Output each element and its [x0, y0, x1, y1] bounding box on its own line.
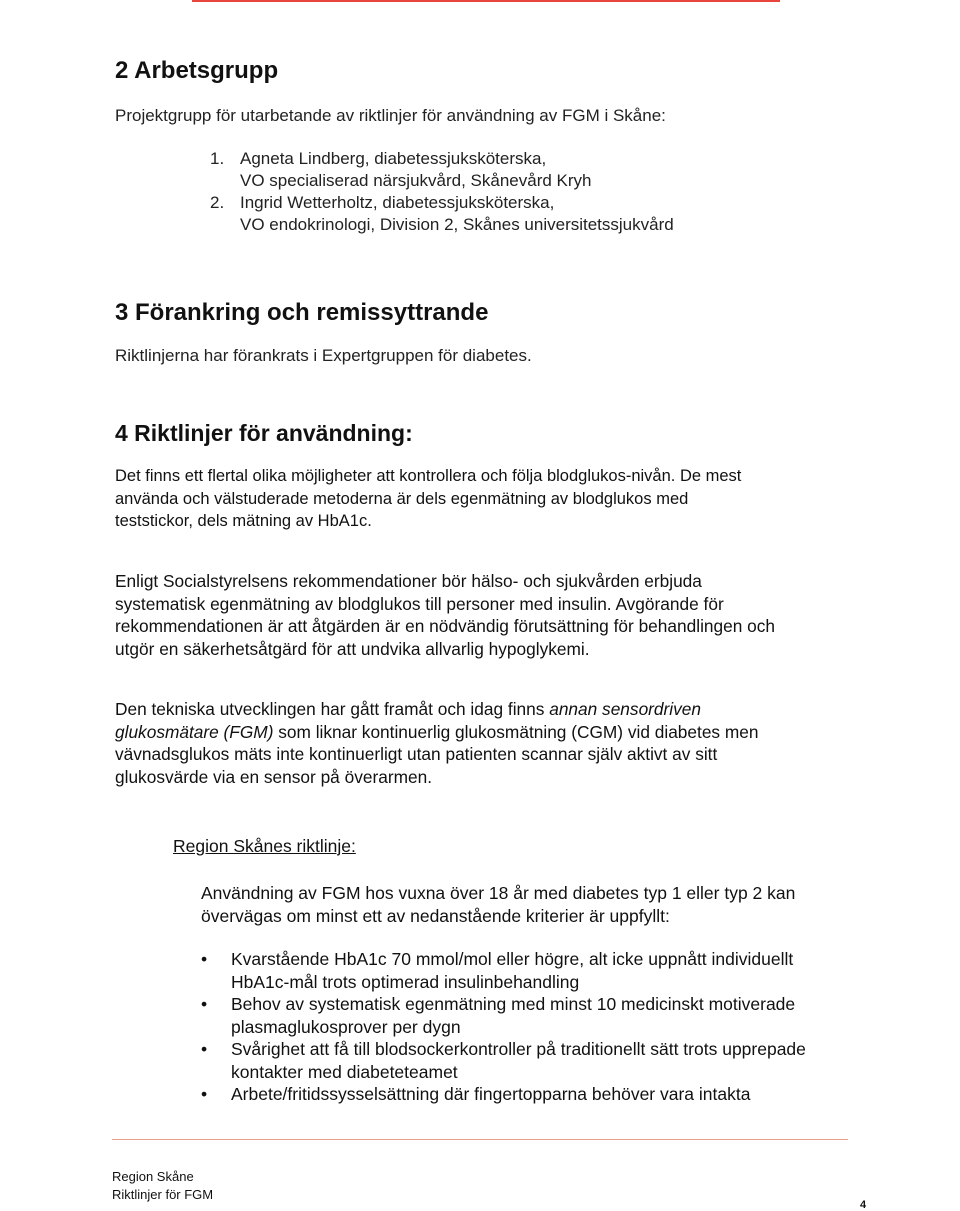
- footer: [112, 1168, 213, 1204]
- criteria-line: Svårighet att få till blodsockerkontroller på traditionellt sätt trots upprepade: [231, 1039, 806, 1059]
- intro-line: Användning av FGM hos vuxna över 18 år med diabetes typ 1 eller typ 2 kan: [201, 883, 796, 903]
- list-number: 2.: [210, 193, 225, 212]
- section-4-heading: 4 Riktlinjer för användning:: [115, 420, 413, 446]
- para1-line: teststickor, dels mätning av HbA1c.: [115, 512, 372, 530]
- para1-line: använda och välstuderade metoderna är dels egenmätning av blodglukos med: [115, 489, 689, 508]
- criteria-line: Behov av systematisk egenmätning med minst 10 medicinskt motiverade: [231, 994, 796, 1014]
- section-4-para1: [115, 465, 741, 533]
- para3-emphasis: glukosmätare (FGM): [115, 721, 274, 742]
- para3-text: Den tekniska utvecklingen har gått framåt och idag finns: [115, 699, 550, 719]
- section-3-text: Riktlinjerna har förankrats i Expertgruppen för diabetes.: [115, 346, 532, 365]
- para3-line: glukosvärde via en sensor på överarmen.: [115, 766, 432, 787]
- guideline-title: Region Skånes riktlinje:: [173, 836, 356, 856]
- para2-line: Enligt Socialstyrelsens rekommendationer bör hälso- och sjukvården erbjuda: [115, 571, 702, 591]
- member-line: VO endokrinologi, Division 2, Skånes universitetssjukvård: [240, 215, 674, 234]
- section-4-para3: [115, 698, 759, 788]
- para3-text: som liknar kontinuerlig glukosmätning (CGM) vid diabetes men: [273, 721, 759, 742]
- header-rule: [192, 0, 780, 2]
- para2-line: utgör en säkerhetsåtgärd för att undvika allvarlig hypoglykemi.: [115, 638, 590, 659]
- para1-line: Det finns ett flertal olika möjligheter att kontrollera och följa blodglukos-nivån. De mest: [115, 467, 742, 485]
- list-number: 1.: [210, 149, 225, 168]
- guideline-intro: [201, 882, 795, 927]
- bullet-icon: •: [201, 949, 208, 969]
- member-line: VO specialiserad närsjukvård, Skånevård Kryh: [240, 171, 592, 190]
- criteria-line: kontakter med diabeteteamet: [231, 1061, 458, 1082]
- criteria-line: HbA1c-mål trots optimerad insulinbehandling: [231, 971, 580, 992]
- para2-line: rekommendationen är att åtgärden är en nödvändig förutsättning för behandlingen och: [115, 616, 776, 636]
- criteria-line: Kvarstående HbA1c 70 mmol/mol eller högre, alt icke uppnått individuellt: [231, 949, 794, 969]
- bullet-icon: •: [201, 1084, 208, 1104]
- para3-line: [115, 698, 759, 721]
- criteria-line: Arbete/fritidssysselsättning där fingertopparna behöver vara intakta: [231, 1084, 751, 1104]
- footer-doc-title: Riktlinjer för FGM: [112, 1187, 214, 1202]
- work-group-list: [210, 148, 674, 236]
- footer-rule: [112, 1139, 848, 1140]
- list-item: [210, 192, 674, 236]
- member-line: Agneta Lindberg, diabetessjuksköterska,: [240, 149, 547, 168]
- section-2-heading: 2 Arbetsgrupp: [115, 57, 279, 84]
- list-item: [201, 948, 806, 993]
- para3-line: [115, 721, 759, 744]
- footer-org: Region Skåne: [112, 1169, 194, 1184]
- member-line: Ingrid Wetterholtz, diabetessjuksköterska,: [240, 193, 555, 212]
- page-number: 4: [860, 1199, 867, 1211]
- para3-emphasis: annan sensordriven: [549, 699, 701, 719]
- bullet-icon: •: [201, 1039, 208, 1059]
- para2-line: systematisk egenmätning av blodglukos till personer med insulin. Avgörande för: [115, 593, 724, 614]
- section-2-intro: Projektgrupp för utarbetande av riktlinjer för användning av FGM i Skåne:: [115, 106, 666, 125]
- list-item: [201, 993, 806, 1038]
- criteria-list: [201, 948, 806, 1106]
- list-item: [201, 1038, 806, 1083]
- criteria-line: plasmaglukosprover per dygn: [231, 1016, 461, 1037]
- list-item: [201, 1083, 806, 1106]
- para3-line: vävnadsglukos mäts inte kontinuerligt utan patienten scannar själv aktivt av sitt: [115, 744, 718, 764]
- intro-line: övervägas om minst ett av nedanstående kriterier är uppfyllt:: [201, 905, 670, 926]
- section-3-heading: 3 Förankring och remissyttrande: [115, 299, 489, 326]
- list-item: [210, 148, 674, 192]
- section-4-para2: [115, 570, 775, 660]
- bullet-icon: •: [201, 994, 208, 1014]
